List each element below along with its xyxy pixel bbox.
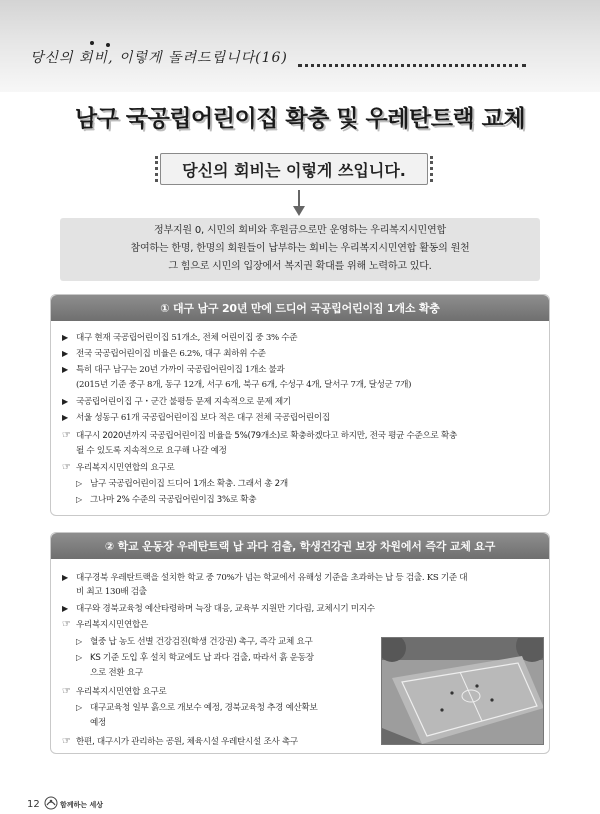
intro-line: 정부지원 0, 시민의 회비와 후원금으로만 운영하는 우리복지시민연합 [154,225,446,236]
bullet-arrow-icon: ▷ [76,703,82,712]
pointing-hand-icon: ☞ [62,462,71,473]
list-item [76,716,106,731]
list-item-text: (2015년 기준 중구 8개, 동구 12개, 서구 6개, 북구 6개, 수성구 4개, 달서구 7개, 달성군 7개) [76,380,412,390]
page-title: 남구 국공립어린이집 확충 및 우레탄트랙 교체 [74,106,526,132]
intro-line: 그 힘으로 시민의 입장에서 복지권 확대를 위해 노력하고 있다. [168,261,432,272]
list-item-text: 될 수 있도록 지속적으로 요구해 나갈 예정 [76,446,227,456]
intro-box [60,218,540,281]
section-title: ① 대구 남구 20년 만에 드디어 국공립어린이집 1개소 확충 [160,302,440,315]
bullet-arrow-icon: ▶ [62,333,68,342]
pointing-hand-icon: ☞ [62,619,71,630]
page-number: 12 [27,799,40,810]
bullet-arrow-icon: ▷ [76,495,82,504]
list-item [62,617,148,633]
intro-line: 참여하는 한명, 한명의 회원들이 납부하는 회비는 우리복지시민연합 활동의 원천 [130,243,470,254]
list-item-text: 우리복지시민연합 요구로 [76,687,167,697]
list-item [76,666,143,681]
section-header [51,533,549,559]
bullet-arrow-icon: ▷ [76,637,82,646]
list-item-text: 대구시 2020년까지 국공립어린이집 비율을 5%(79개소)로 확충하겠다고 하지만, 전국 평균 수준으로 확충 [76,431,457,441]
subtitle-box [160,153,428,185]
section-title: ② 학교 운동장 우레탄트랙 납 과다 검출, 학생건강권 보장 차원에서 즉각 교체 요구 [104,540,496,553]
list-item-text: 예정 [90,718,107,728]
bullet-arrow-icon: ▷ [76,653,82,662]
bullet-arrow-icon: ▶ [62,604,68,613]
bullet-arrow-icon: ▷ [76,479,82,488]
list-item-text: 대구와 경북교육청 예산타령하며 늑장 대응, 교육부 지원만 기다림, 교체시기 미지수 [76,604,375,614]
list-item [62,394,291,410]
section-header [51,295,549,321]
list-item [76,650,314,666]
list-item [62,428,457,444]
list-item-text: 그나마 2% 수준의 국공립어린이집 3%로 확충 [90,495,257,505]
list-item [76,634,312,650]
series-title: 당신의 회비, 이렇게 돌려드립니다(16) [30,50,288,66]
list-item-text: 국공립어린이집 구・군간 불평등 문제 지속적으로 문제 제기 [76,397,291,407]
list-item [62,444,227,459]
list-item-text: 우리복지시민연합은 [76,620,149,630]
list-item [62,330,297,346]
list-item-text: 대구 현재 국공립어린이집 51개소, 전체 어린이집 중 3% 수준 [76,333,298,343]
list-item [62,460,174,476]
list-item [62,684,166,700]
magazine-name: 함께하는 세상 [60,801,104,809]
list-item [62,362,285,378]
list-item [62,601,375,617]
list-item-text: 대구교육청 일부 흙으로 개보수 예정, 경북교육청 추경 예산확보 [90,703,318,713]
list-item-text: 비 최고 130배 검출 [76,587,147,597]
pointing-hand-icon: ☞ [62,686,71,697]
list-item [62,585,147,600]
bullet-arrow-icon: ▶ [62,573,68,582]
list-item-text: 전국 국공립어린이집 비율은 6.2%, 대구 최하위 수준 [76,349,266,359]
list-item-text: KS 기준 도입 후 설치 학교에도 납 과다 검출, 따라서 흙 운동장 [90,653,314,663]
subtitle: 당신의 회비는 이렇게 쓰입니다. [182,160,406,180]
list-item [76,492,256,508]
list-item-text: 특히 대구 남구는 20년 가까이 국공립어린이집 1개소 불과 [76,365,285,375]
bullet-arrow-icon: ▶ [62,397,68,406]
list-item [62,734,298,750]
list-item-text: 대구경북 우레탄트랙을 설치한 학교 중 70%가 넘는 학교에서 유해성 기준을 초과하는 납 등 검출. KS 기준 대 [76,573,468,583]
list-item [62,570,467,586]
list-item-text: 서울 성동구 61개 국공립어린이집 보다 적은 대구 전체 국공립어린이집 [76,413,330,423]
pointing-hand-icon: ☞ [62,430,71,441]
pointing-hand-icon: ☞ [62,736,71,747]
header-band [0,0,600,92]
list-item [76,700,318,716]
list-item [76,476,288,492]
sports-field-photo [381,637,544,745]
list-item [62,378,411,393]
list-item [62,410,330,426]
list-item-text: 혈중 납 농도 선별 건강검진(학생 건강권) 촉구, 즉각 교체 요구 [90,637,313,647]
decorative-dot [90,41,94,45]
list-item-text: 우리복지시민연합의 요구로 [76,463,175,473]
list-item-text: 으로 전환 요구 [90,668,143,678]
bullet-arrow-icon: ▶ [62,365,68,374]
down-arrow-icon [293,190,305,216]
bullet-arrow-icon: ▶ [62,349,68,358]
magazine-logo-icon [44,796,58,810]
list-item [62,346,266,362]
dotted-rule [298,64,526,67]
list-item-text: 남구 국공립어린이집 드디어 1개소 확충. 그래서 총 2개 [90,479,288,489]
bullet-arrow-icon: ▶ [62,413,68,422]
list-item-text: 한편, 대구시가 관리하는 공원, 체육시설 우레탄시설 조사 촉구 [76,737,298,747]
